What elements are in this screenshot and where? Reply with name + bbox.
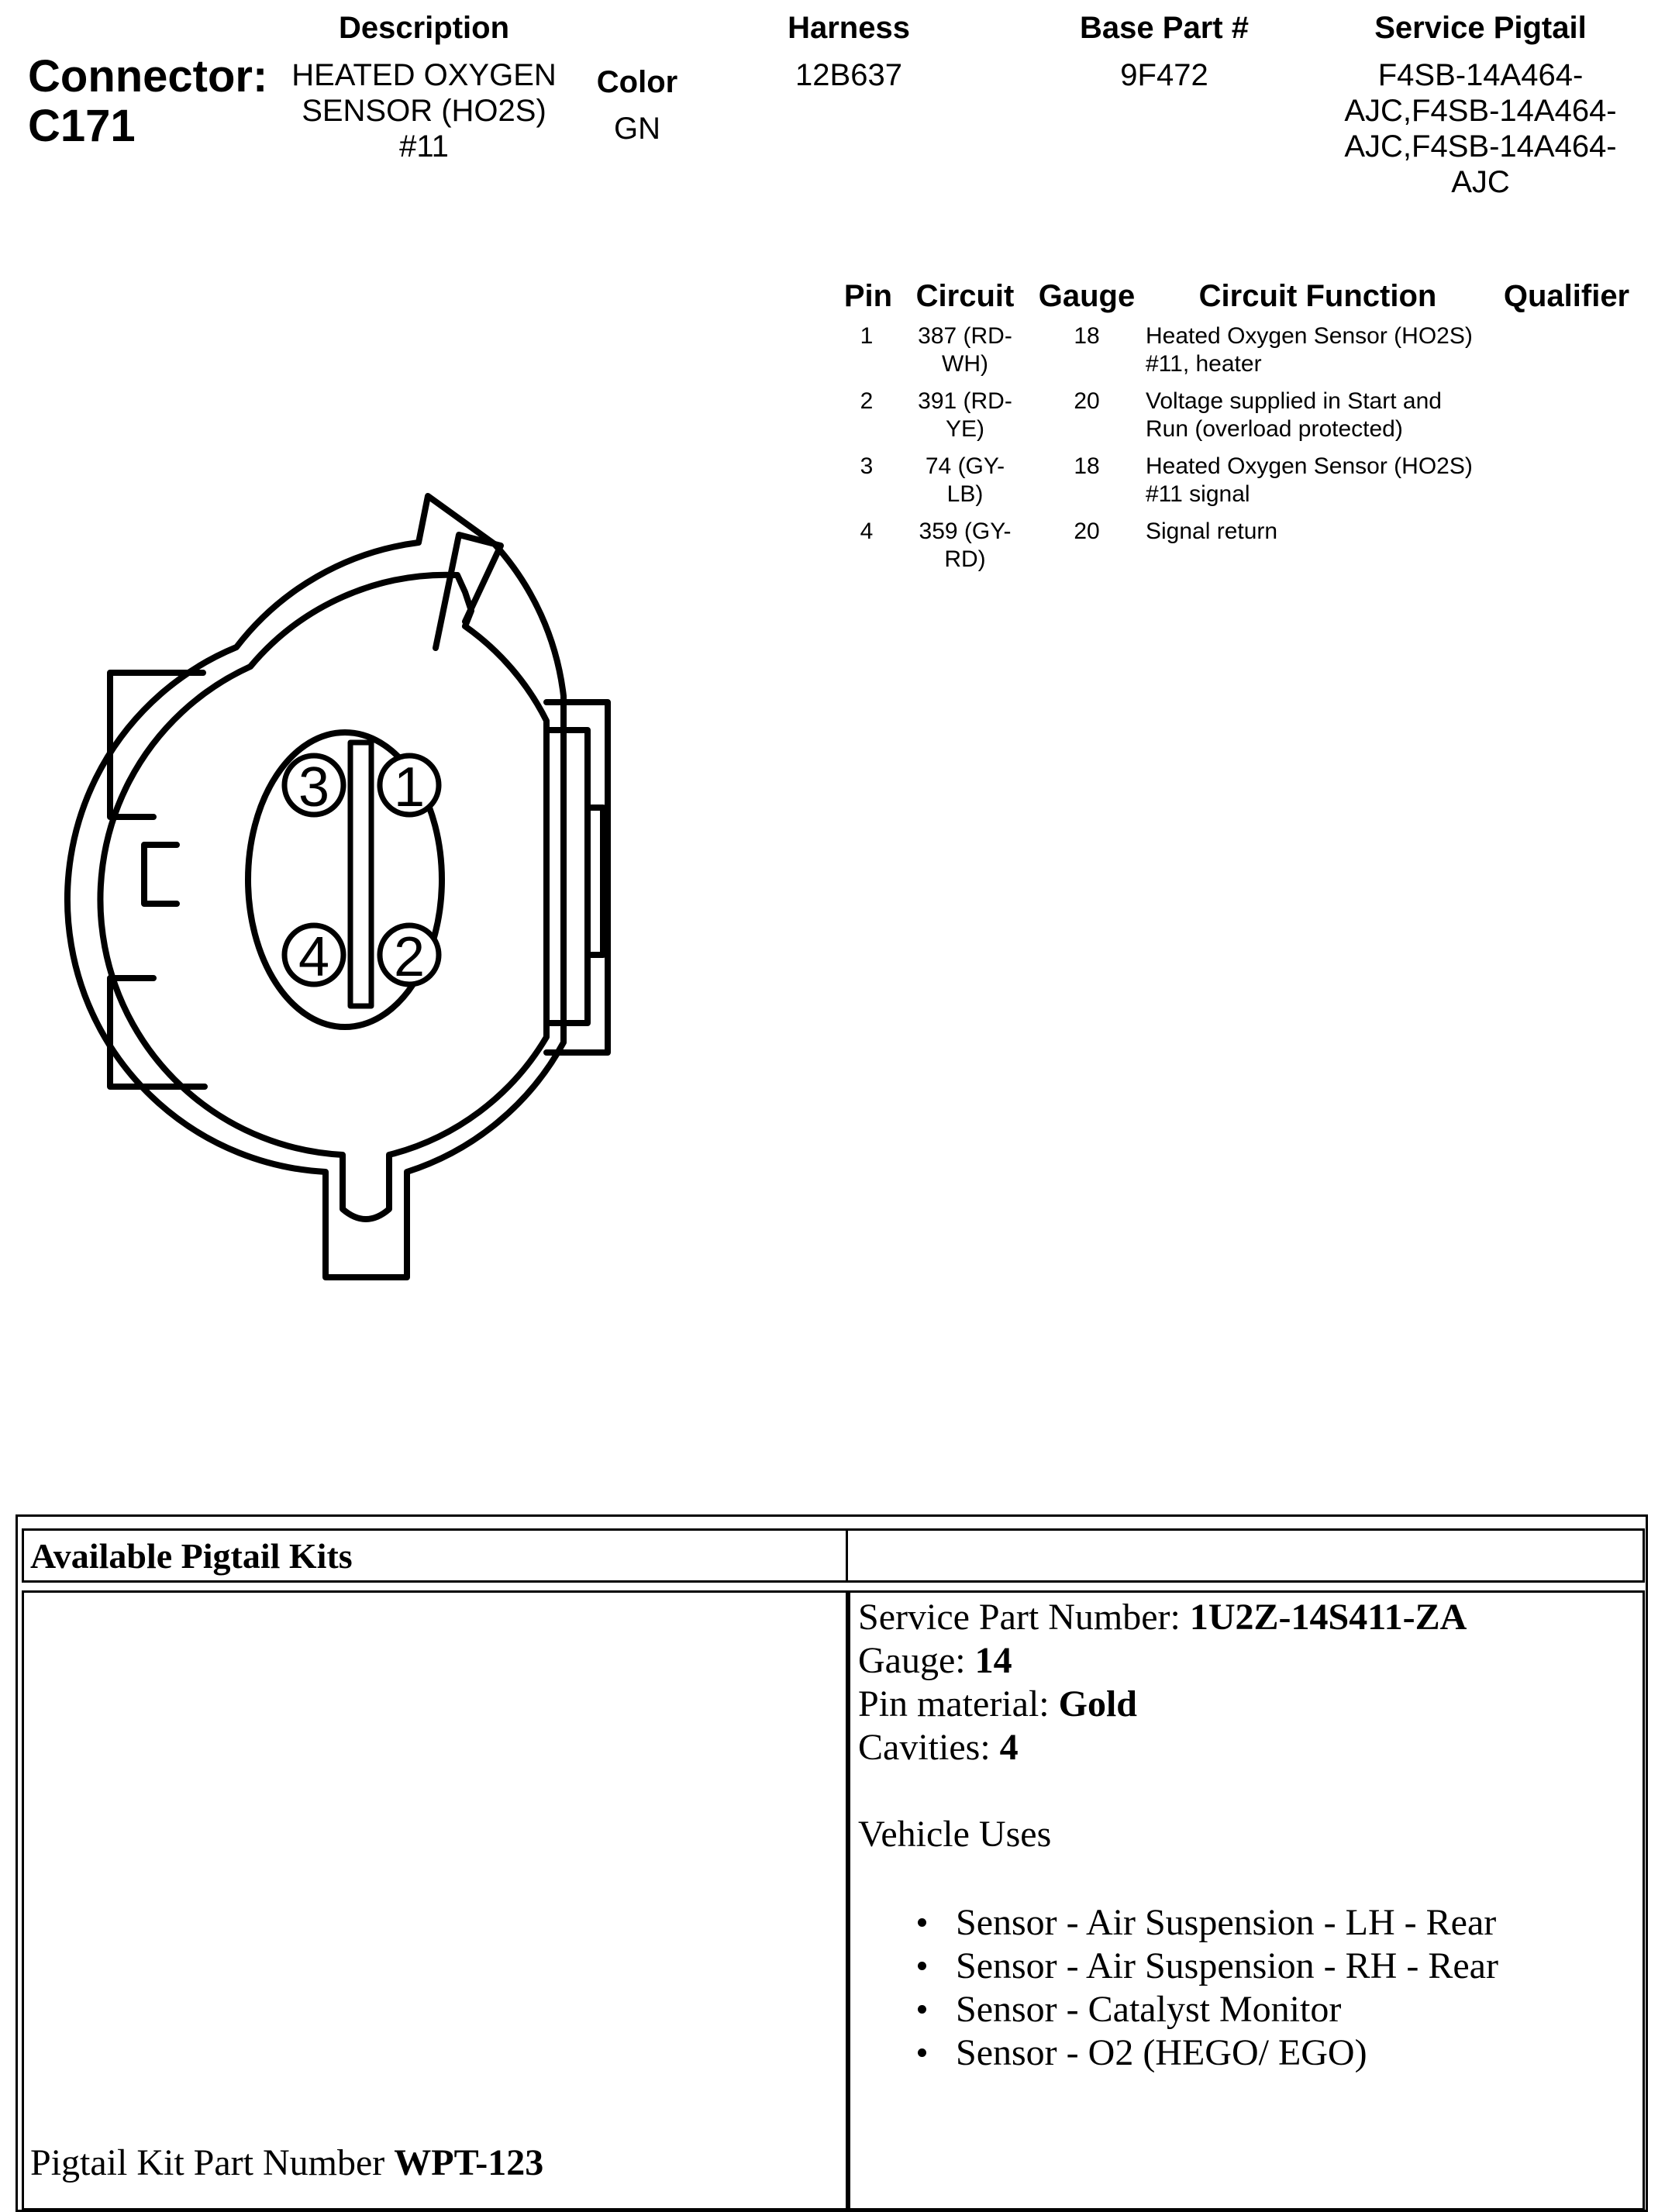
vehicle-uses-label: Vehicle Uses (858, 1814, 1052, 1855)
pin-2-label: 2 (393, 926, 426, 988)
service-pigtail-line: AJC,F4SB-14A464- (1344, 129, 1617, 164)
circuit-line: YE) (945, 416, 984, 442)
pin-3-label: 3 (298, 756, 330, 818)
function-column-header: Circuit Function (1198, 279, 1437, 313)
function-line: Run (overload protected) (1146, 416, 1403, 442)
pigtail-kits-title: Available Pigtail Kits (30, 1536, 353, 1576)
circuit-line: 359 (GY- (919, 519, 1012, 544)
function-cell (1146, 322, 1533, 378)
harness-header: Harness (788, 11, 910, 45)
pin-number: 3 (860, 453, 874, 479)
kit-part-label: Pigtail Kit Part Number (30, 2142, 395, 2183)
function-line: Heated Oxygen Sensor (HO2S) (1146, 453, 1473, 479)
right-lock-tab-inner (546, 730, 588, 1023)
circuit-cell (903, 518, 1027, 574)
gauge-cell: 18 (1074, 453, 1100, 479)
description-header: Description (338, 11, 510, 45)
circuit-line: 391 (RD- (918, 388, 1012, 414)
pigtail-kit-left-cell (22, 1590, 848, 2210)
pin-4-label: 4 (298, 926, 330, 988)
circuit-line: 74 (GY- (925, 453, 1005, 479)
color-value: GN (614, 112, 660, 146)
function-line: Signal return (1146, 519, 1278, 544)
pigtail-kits-header-filler (848, 1528, 1645, 1583)
gauge-row (858, 1639, 1498, 1683)
spacer (858, 1856, 1498, 1901)
service-pigtail-line: AJC,F4SB-14A464- (1344, 94, 1617, 128)
description-line: HEATED OXYGEN (291, 58, 557, 92)
spacer (858, 1769, 1498, 1813)
function-line: #11, heater (1146, 351, 1262, 377)
base-part-value: 9F472 (1120, 58, 1208, 92)
pin-material-label: Pin material: (858, 1683, 1059, 1724)
circuit-column-header: Circuit (915, 279, 1015, 313)
gauge-cell: 18 (1074, 323, 1100, 349)
service-pigtail-line: F4SB-14A464- (1377, 58, 1584, 92)
harness-value: 12B637 (795, 58, 902, 92)
function-cell (1146, 388, 1533, 443)
cavities-row (858, 1726, 1498, 1769)
pin-number: 2 (860, 388, 874, 414)
function-line: #11 signal (1146, 481, 1250, 507)
pigtail-kit-details (858, 1596, 1498, 2075)
service-part-row (858, 1596, 1498, 1639)
description-line: SENSOR (HO2S) (302, 94, 546, 128)
service-pigtail-line: AJC (1451, 165, 1510, 199)
pin-1-label: 1 (393, 756, 426, 818)
function-cell (1146, 453, 1533, 508)
function-line: Voltage supplied in Start and (1146, 388, 1442, 414)
vehicle-uses-list (858, 1901, 1498, 2075)
circuit-cell (903, 453, 1027, 508)
connector-face-diagram (0, 0, 698, 1318)
center-divider (350, 743, 371, 1006)
list-item: Sensor - Catalyst Monitor (858, 1988, 1498, 2031)
pigtail-kit-details-cell (848, 1590, 1645, 2210)
gauge-value: 14 (974, 1640, 1012, 1681)
pin-column-header: Pin (843, 279, 893, 313)
gauge-label: Gauge: (858, 1640, 975, 1681)
service-part-value: 1U2Z-14S411-ZA (1189, 1597, 1467, 1638)
list-item: Sensor - O2 (HEGO/ EGO) (858, 2031, 1498, 2075)
pin-material-value: Gold (1058, 1683, 1137, 1724)
service-part-label: Service Part Number: (858, 1597, 1190, 1638)
description-line: #11 (399, 129, 449, 164)
circuit-line: WH) (942, 351, 988, 377)
pin-material-row (858, 1683, 1498, 1726)
circuit-line: 387 (RD- (918, 323, 1012, 349)
gauge-column-header: Gauge (1038, 279, 1136, 313)
color-header: Color (596, 65, 678, 99)
circuit-line: RD) (944, 546, 986, 572)
circuit-cell (903, 322, 1027, 378)
pigtail-kit-part-number (30, 2141, 543, 2185)
gauge-cell: 20 (1074, 519, 1100, 544)
pin-number: 1 (860, 323, 874, 349)
service-pigtail-value (1287, 57, 1665, 200)
cavities-label: Cavities: (858, 1727, 1000, 1768)
pigtail-kits-title-cell (22, 1528, 848, 1583)
function-cell (1146, 518, 1533, 546)
base-part-header: Base Part # (1080, 11, 1249, 45)
right-lock-tab (546, 702, 608, 1053)
connector-label: Connector: (28, 51, 268, 102)
service-pigtail-header: Service Pigtail (1374, 11, 1587, 45)
gauge-cell: 20 (1074, 388, 1100, 414)
cavities-value: 4 (999, 1727, 1019, 1768)
function-line: Heated Oxygen Sensor (HO2S) (1146, 323, 1473, 349)
list-item: Sensor - Air Suspension - RH - Rear (858, 1945, 1498, 1988)
pin-number: 4 (860, 519, 874, 544)
connector-id: C171 (28, 101, 136, 151)
kit-part-value: WPT-123 (394, 2142, 544, 2183)
list-item: Sensor - Air Suspension - LH - Rear (858, 1901, 1498, 1945)
circuit-line: LB) (946, 481, 984, 507)
left-nub (144, 845, 177, 904)
circuit-cell (903, 388, 1027, 443)
qualifier-column-header: Qualifier (1503, 279, 1630, 313)
